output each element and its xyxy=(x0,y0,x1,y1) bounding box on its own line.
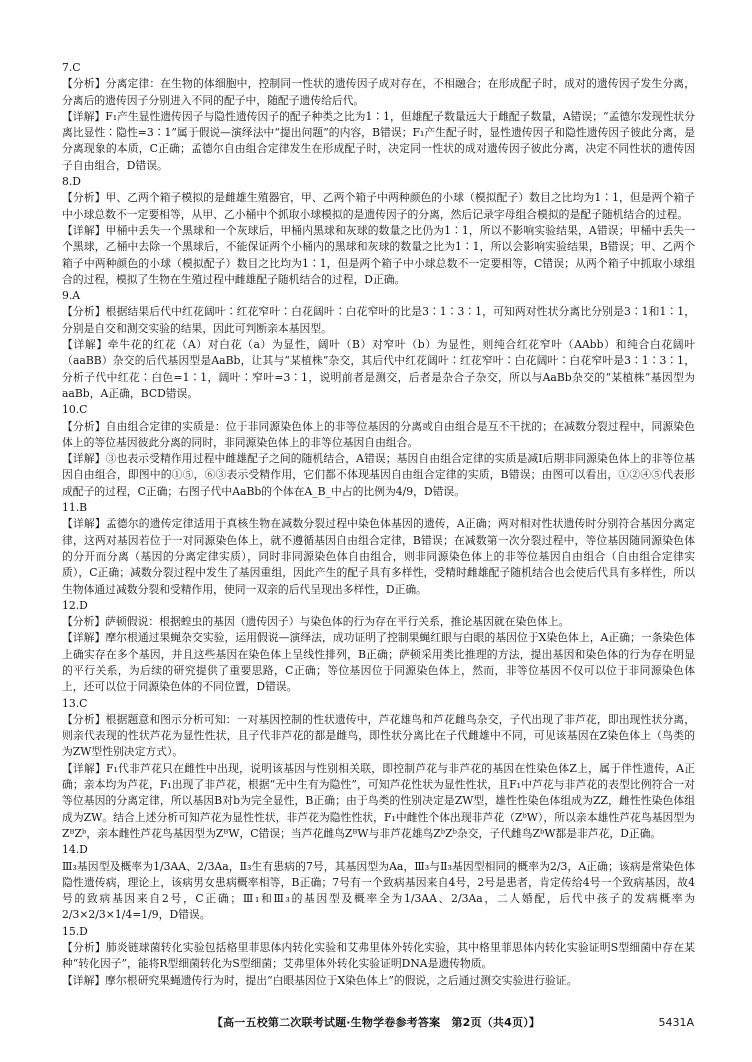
answer-block xyxy=(62,696,695,843)
answer-block xyxy=(62,402,695,500)
explanation-paragraph: 【详解】摩尔根通过果蝇杂交实验，运用假说—演绎法，成功证明了控制果蝇红眼与白眼的基因位于X染色体上，A正确；一条染色体上确实存在多个基因，并且这些基因在染色体上呈线性排列，B正确；萨顿采用类比推理的方法，提出基因和染色体的行为存在明显的平行关系，为后续的研究提供了重要思路，C正确；等位基因位于同源染色体上，然而，非等位基因不仅可以位于非同源染色体上，还可以位于同源染色体的不同位置，D错误。 xyxy=(62,631,695,694)
explanation-paragraph: 【详解】③也表示受精作用过程中雌雄配子之间的随机结合，A错误；基因自由组合定律的实质是减Ⅰ后期非同源染色体上的非等位基因自由组合，即图中的①⑤，⑥③表示受精作用，它们都不体现基因自由组合定律的实质，B错误；由图可以看出，①②④⑤代表形成配子的过程，C正确；右图子代中AaBb的个体在A_B_中占的比例为4/9，D错误。 xyxy=(62,452,695,498)
answer-block xyxy=(62,174,695,288)
explanation-paragraph: 【详解】牵牛花的红花（A）对白花（a）为显性，阔叶（B）对窄叶（b）为显性，则纯合红花窄叶（AAbb）和纯合白花阔叶（aaBB）杂交的后代基因型是AaBb，让其与“某植株”杂交，其后代中红花阔叶∶红花窄叶∶白花阔叶∶白花窄叶是3∶1∶3∶1，分析子代中红花∶白色=1∶1，阔叶∶窄叶=3∶1，说明前者是测交，后者是杂合子杂交，所以与AaBb杂交的“某植株”基因型为aaBb，A正确，BCD错误。 xyxy=(62,338,695,400)
explanation-paragraph: 【分析】根据结果后代中红花阔叶∶红花窄叶∶白花阔叶∶白花窄叶的比是3∶1∶3∶1，可知两对性状分离比分别是3∶1和1∶1，分别是自交和测交实验的结果，因此可判断亲本基因型。 xyxy=(62,305,695,335)
explanation-paragraph: 【详解】F₁产生显性遗传因子与隐性遗传因子的配子种类之比为1∶1，但雄配子数量远大于雌配子数量，A错误；“孟德尔发现性状分离比显性∶隐性=3∶1”属于假说—演绎法中“提出问题”的内容，B错误；F₁产生配子时，显性遗传因子和隐性遗传因子彼此分离，是分离现象的本质，C正确；孟德尔自由组合定律发生在形成配子时，决定同一性状的成对遗传因子彼此分离，决定不同性状的遗传因子自由组合，D错误。 xyxy=(62,109,695,172)
footer-code: 5431A xyxy=(658,1016,694,1029)
answer-content xyxy=(62,60,695,989)
question-number: 9.A xyxy=(62,289,81,303)
explanation-paragraph: 【详解】孟德尔的遗传定律适用于真核生物在减数分裂过程中染色体基因的遗传，A正确；两对相对性状遗传时分别符合基因分离定律，这两对基因若位于一对同源染色体上，就不遵循基因自由组合定律，B错误；在减数第一次分裂过程中，等位基因随同源染色体的分开而分离（基因的分离定律实质），同时非同源染色体自由组合，则非同源染色体上的非等位基因自由组合（自由组合定律实质），C正确；减数分裂过程中发生了基因重组，因此产生的配子具有多样性，受精时雌雄配子随机结合也会使后代具有多样性，所以生物体通过减数分裂和受精作用，使同一双亲的后代呈现出多样性，D正确。 xyxy=(62,517,695,596)
answer-block xyxy=(62,288,695,402)
explanation-paragraph: 【详解】F₁代非芦花只在雌性中出现，说明该基因与性别相关联，即控制芦花与非芦花的基因在性染色体Z上，属于伴性遗传，A正确；亲本均为芦花，F₁出现了非芦花，根据“无中生有为隐性”，可知芦花性状为显性性状，且F₁中芦花与非芦花的表型比例符合一对等位基因的分离定律，所以基因B对b为完全显性，B正确；由于鸟类的性别决定是ZW型，雄性性染色体组成为ZZ，雌性性染色体组成为ZW。结合上述分析可知芦花为显性性状，非芦花为隐性性状，F₁中雌性个体出现非芦花（ZᵇW），所以亲本雄性芦花鸟基因型为ZᴮZᵇ，亲本雌性芦花鸟基因型为ZᴮW，C错误；当芦花雌鸟ZᴮW与非芦花雄鸟ZᵇZᵇ杂交，子代雌鸟ZᵇW都是非芦花，D正确。 xyxy=(62,761,695,840)
explanation-paragraph: Ⅲ₃基因型及概率为1/3AA、2/3Aa，Ⅱ₃生有患病的7号，其基因型为Aa，Ⅲ₃与Ⅱ₃基因型相同的概率为2/3，A正确；该病是常染色体隐性遗传病，理论上，该病男女患病概率相等，B正确；7号有一个致病基因来自4号，2号是患者，肯定传给4号一个致病基因，故4号的致病基因来自2号，C正确；Ⅲ₁和Ⅲ₃的基因型及概率全为1/3AA、2/3Aa，二人婚配，后代中孩子的发病概率为2/3×2/3×1/4=1/9，D错误。 xyxy=(62,859,695,922)
explanation-paragraph: 【分析】分离定律：在生物的体细胞中，控制同一性状的遗传因子成对存在，不相融合；在形成配子时，成对的遗传因子发生分离，分离后的遗传因子分别进入不同的配子中，随配子遗传给后代。 xyxy=(62,77,695,107)
question-number: 12.D xyxy=(62,598,88,612)
explanation-paragraph: 【分析】甲、乙两个箱子模拟的是雌雄生殖器官，甲、乙两个箱子中两种颜色的小球（模拟配子）数目之比均为1∶1，但是两个箱子中小球总数不一定要相等，从甲、乙小桶中个抓取小球模拟的是遗传因子的分离，然后记录字母组合模拟的是配子随机结合的过程。 xyxy=(62,191,695,221)
answer-block xyxy=(62,500,695,598)
answer-block xyxy=(62,60,695,174)
answer-block xyxy=(62,598,695,696)
explanation-paragraph: 【详解】甲桶中丢失一个黑球和一个灰球后，甲桶内黑球和灰球的数量之比仍为1∶1，所以不影响实验结果，A错误；甲桶中丢失一个黑球，乙桶中去除一个黑球后，不能保证两个小桶内的黑球和灰球的数量之比为1∶1，所以会影响实验结果，B错误；甲、乙两个箱子中两种颜色的小球（模拟配子）数目之比均为1∶1，但是两个箱子中小球总数不一定要相等，C错误；从两个箱子中抓取小球组合的过程，模拟了生物在生殖过程中雌雄配子随机结合的过程，D正确。 xyxy=(62,223,695,286)
explanation-paragraph: 【分析】肺炎链球菌转化实验包括格里菲思体内转化实验和艾弗里体外转化实验，其中格里菲思体内转化实验证明S型细菌中存在某种“转化因子”，能将R型细菌转化为S型细菌；艾弗里体外转化实验证明DNA是遗传物质。 xyxy=(62,941,695,971)
explanation-paragraph: 【分析】根据题意和图示分析可知：一对基因控制的性状遗传中，芦花雄鸟和芦花雌鸟杂交，子代出现了非芦花，即出现性状分离，则亲代表现的性状芦花为显性性状，且子代非芦花的都是雌鸟，即性状分离比在子代雌雄中不同，可见该基因在Z染色体上（鸟类的为ZW型性别决定方式）。 xyxy=(62,712,695,759)
answer-block xyxy=(62,924,695,989)
explanation-paragraph: 【分析】自由组合定律的实质是：位于非同源染色体上的非等位基因的分离或自由组合是互不干扰的；在减数分裂过程中，同源染色体上的等位基因彼此分离的同时，非同源染色体上的非等位基因自由组合。 xyxy=(62,419,695,449)
explanation-paragraph: 【分析】萨顿假说：根据蝗虫的基因（遗传因子）与染色体的行为存在平行关系，推论基因就在染色体上。 xyxy=(62,615,570,629)
question-number: 15.D xyxy=(62,924,88,938)
question-number: 10.C xyxy=(62,403,88,417)
question-number: 14.D xyxy=(62,843,88,857)
question-number: 11.B xyxy=(62,501,88,515)
question-number: 13.C xyxy=(62,696,88,710)
question-number: 8.D xyxy=(62,175,81,189)
footer-title: 【高一五校第二次联考试题·生物学卷参考答案 第2页（共4页）】 xyxy=(211,1016,541,1029)
explanation-paragraph: 【详解】摩尔根研究果蝇遗传行为时，提出“白眼基因位于X染色体上”的假说，之后通过测交实验进行验证。 xyxy=(62,973,578,987)
answer-block xyxy=(62,842,695,923)
question-number: 7.C xyxy=(62,61,81,74)
